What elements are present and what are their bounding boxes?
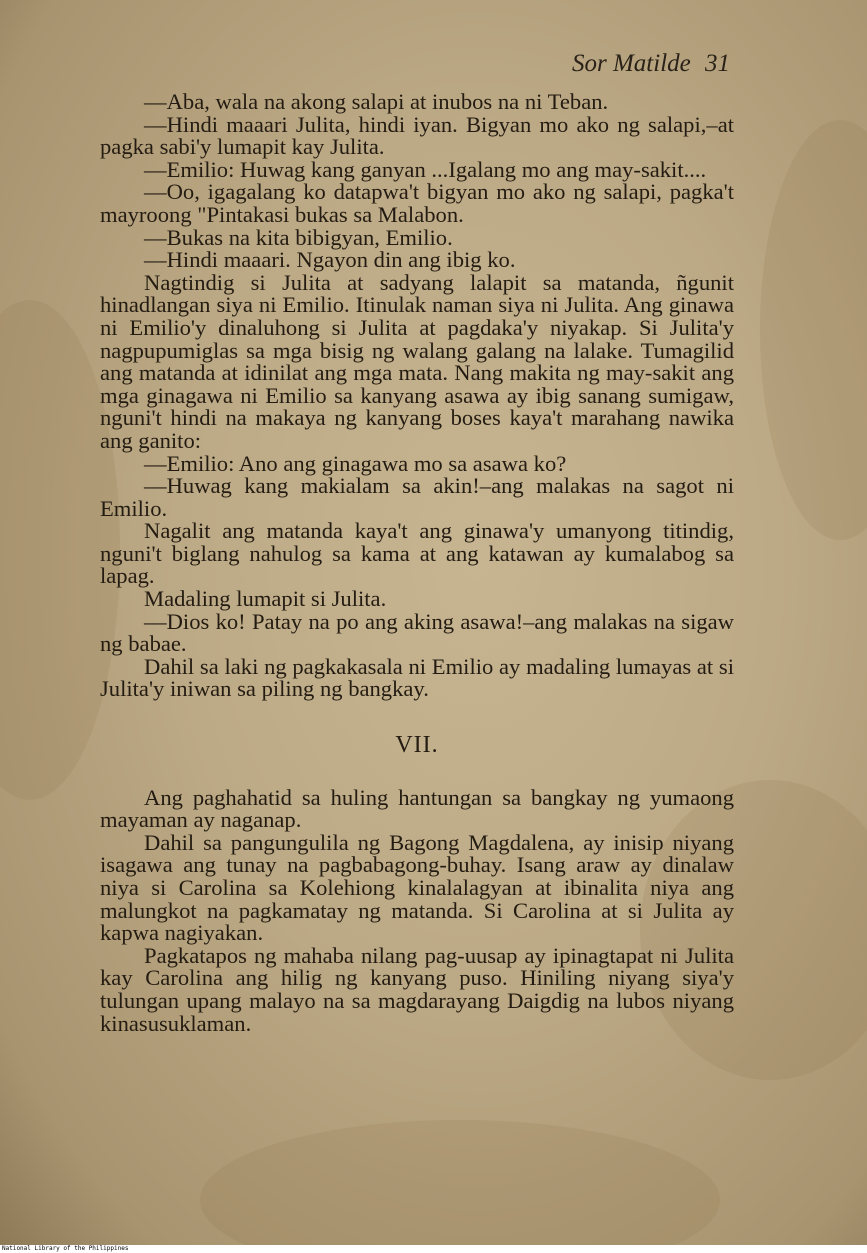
page-number: 31 <box>705 50 730 77</box>
paragraph: Madaling lumapit si Julita. <box>144 586 387 612</box>
paragraph: Nagtindig si Julita at sadyang lalapit sa matanda, ñgunit hinadlangan siya ni Emilio. Itinulak naman siya ni Julita. Ang ginawa ni Emilio'y dinaluhong si Julita at pagdaka'y niyakap. Si Julita'y nagpupumiglas sa mga bisig ng walang galang na lalake. Tumagilid ang matanda at idinilat ang mga mata. Nang makita ng may-sakit ang mga ginagawa ni Emilio sa kanyang asawa ay ibig sanang sumigaw, nguni't hindi na makaya ng kanyang boses kaya't marahang nawika ang ganito: <box>100 269 734 453</box>
paragraph: Pagkatapos ng mahaba nilang pag-uusap ay ipinagtapat ni Julita kay Carolina ang hilig ng kanyang puso. Hiniling niyang siya'y tulungan upang malayo na sa magdarayang Daigdig na lubos niyang kinasusuklaman. <box>100 942 734 1036</box>
paragraph: —Emilio: Ano ang ginagawa mo sa asawa ko? <box>144 450 567 476</box>
paragraph: Ang paghahatid sa huling hantungan sa bangkay ng yumaong mayaman ay naganap. <box>100 784 734 833</box>
paragraph: —Hindi maaari. Ngayon din ang ibig ko. <box>144 247 516 273</box>
paragraph: Dahil sa laki ng pagkakasala ni Emilio ay madaling lumayas at si Julita'y iniwan sa piling ng bangkay. <box>100 653 734 702</box>
paragraph: Dahil sa pangungulila ng Bagong Magdalena, ay inisip niyang isagawa ang tunay na pagbabagong-buhay. Isang araw ay dinalaw niya si Carolina sa Kolehiong kinalalagyan at ibinalita niya ang malungkot na pagkamatay ng matanda. Si Carolina at si Julita ay kapwa nagiyakan. <box>100 829 734 946</box>
paragraph: —Bukas na kita bibigyan, Emilio. <box>144 224 453 250</box>
running-header <box>572 50 730 78</box>
paragraph: —Hindi maaari Julita, hindi iyan. Bigyan mo ako ng salapi,–at pagka sabi'y lumapit kay Julita. <box>100 111 734 160</box>
library-watermark: National Library of the Philippines <box>0 1245 867 1253</box>
paragraph: —Oo, igagalang ko datapwa't bigyan mo ako ng salapi, pagka't mayroong "Pintakasi bukas sa Malabon. <box>100 179 734 227</box>
paragraph: —Emilio: Huwag kang ganyan ...Igalang mo ang may-sakit.... <box>144 156 707 182</box>
body-text <box>100 91 734 1035</box>
paragraph: —Aba, wala na akong salapi at inubos na ni Teban. <box>144 89 609 114</box>
running-title: Sor Matilde <box>572 50 691 77</box>
section-heading: VII. <box>395 732 439 759</box>
paragraph: —Dios ko! Patay na po ang aking asawa!–ang malakas na sigaw ng babae. <box>100 608 734 657</box>
paragraph: Nagalit ang matanda kaya't ang ginawa'y umanyong titindig, nguni't biglang nahulog sa kama at ang katawan ay kumalabog sa lapag. <box>100 518 734 589</box>
paragraph: —Huwag kang makialam sa akin!–ang malakas na sagot ni Emilio. <box>100 473 734 521</box>
